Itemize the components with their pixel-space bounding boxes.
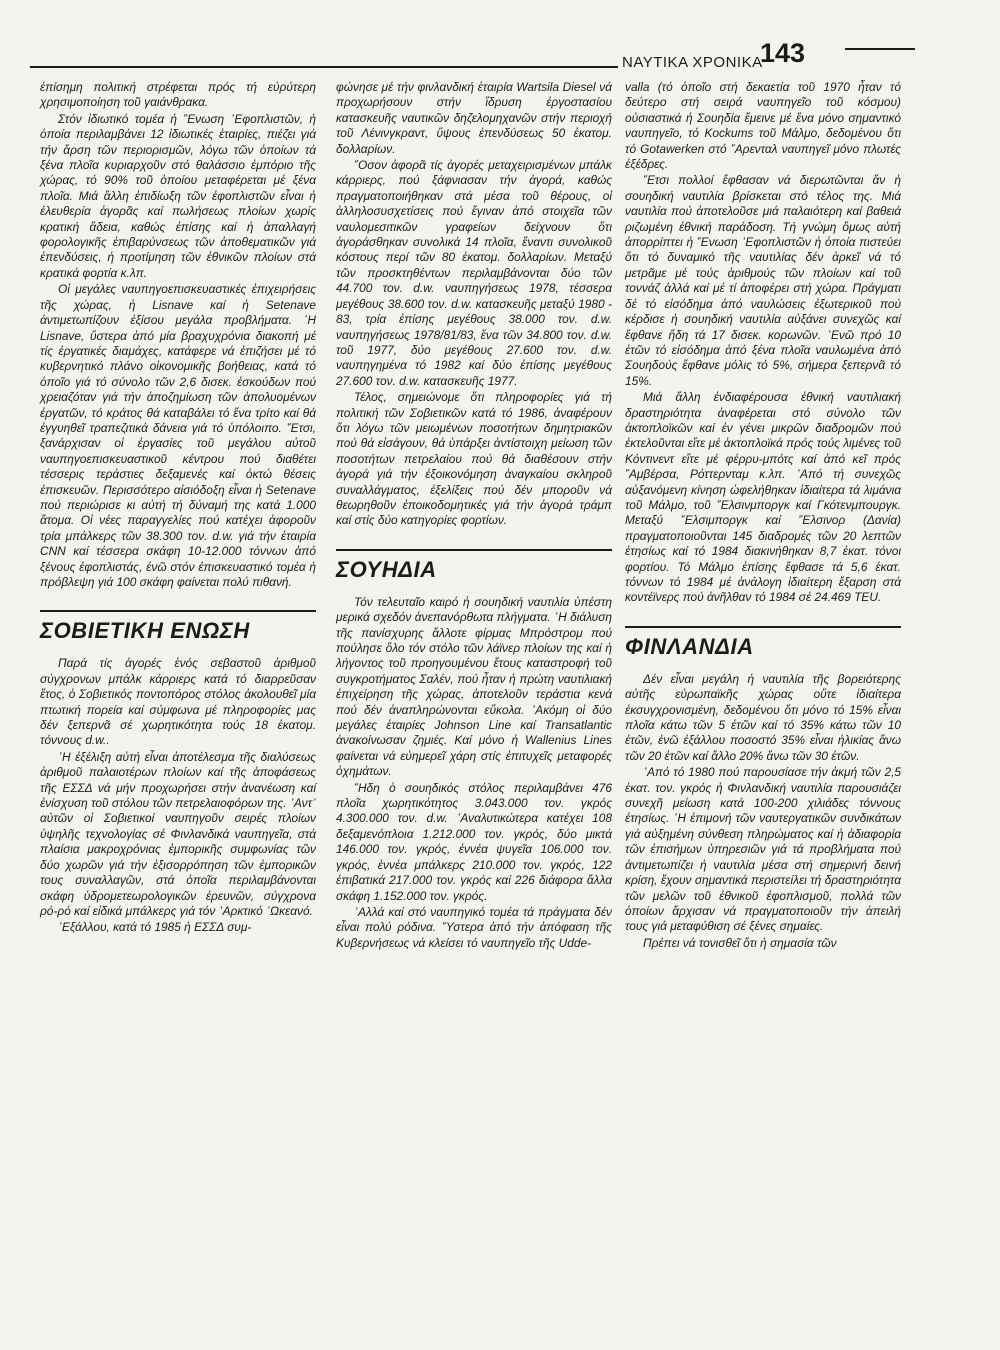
section-rule [40, 610, 316, 612]
paragraph: Πρέπει νά τονισθεῖ ὅτι ἡ σημασία τῶν [643, 935, 837, 950]
header-rule-right [845, 48, 915, 50]
section-heading: ΣΟΥΗΔΙΑ [336, 556, 437, 582]
paragraph: φώνησε μέ τήν φινλανδική ἑταιρία Wartsila Diesel νά προχωρήσουν στήν ἵδρυση ἐργοστασίου κατασκευῆς ναυτικῶν δηζελομηχανῶν στήν περιοχή τοῦ Λένινγκραντ, ὕψους ἐπενδύσεως 50 ἑκατομ. δολλαρίων. [336, 80, 612, 156]
paragraph: Δέν εἶναι μεγάλη ἡ ναυτιλία τῆς βορειότερης αὐτῆς εὐρωπαϊκῆς χώρας οὔτε ἰδιαίτερα ἐκσυγχρονισμένη, δεδομένου ὅτι μόνο τό 15% εἶναι πλοῖα κάτω τῶν 5 ἐτῶν καί τό 35% κάτω τῶν 10 ἐτῶν, ἐνῶ ἐξάλλου ποσοστό 35% εἶναι ἡλικίας ἄνω τῶν 20 ἐτῶν καί ἄλλο 20% ἄνω τῶν 30 ἐτῶν. [625, 671, 901, 763]
paragraph: Μιά ἄλλη ἐνδιαφέρουσα ἐθνική ναυτιλιακή δραστηριότητα ἀναφέρεται στό σύνολο τῶν ἀκτοπλοϊκῶν καί ἐν γένει μικρῶν διαδρομῶν πού ἐκτελοῦνται εἴτε μέ ἀκτοπλοϊκά πρός τούς λιμένες τοῦ Κόντινεντ εἴτε μέ φέρρυ-μπότς καί ἀπό κεῖ πρός ῎Αμβέρσα, Ρόττερνταμ κ.λπ. ᾿Από τή συνεχῶς αὐξανόμενη κίνηση ὠφελήθηκαν ἰδιαίτερα τά λιμάνια τοῦ Μάλμο, τοῦ ῞Ελσινμποργκ καί Γκότενμπουργκ. Μεταξύ ῞Ελσιμποργκ καί ῞Ελσινορ (Δανία) πραγματοποιοῦνται 145 διαδρομές τῶν 20 λεπτῶν ἐτησίως καί τό 1984 διακινήθηκαν 8,7 ἑκατ. τόνοι φορτίου. Τό Μάλμο ἐπίσης ἔφθασε τά 5,6 ἑκατ. τόννων τό 1984 μέ ἀνάλογη ἰδιαίτερη ἔξαρση στά κοντέϊνερς πού ἀνῆλθαν τό 1984 σέ 24.469 TEU. [625, 390, 901, 605]
paragraph: valla (τό ὁποῖο στή δεκαετία τοῦ 1970 ἦταν τό δεύτερο στή σειρά ναυπηγεῖο τοῦ κόσμου) οὐσιαστικά ἡ Σουηδία ἔμεινε μέ ἕνα μόνο σημαντικό ναυπηγεῖο, τό Kockums τοῦ Μάλμο, δεδομένου ὅτι τό Gotawerken στό ῎Αρενταλ ναυπηγεῖ μόνο πλωτές ἐξέδρες. [625, 80, 901, 172]
paragraph: ῞Οσον ἀφορᾶ τίς ἀγορές μεταχειρισμένων μπάλκ κάρριερς, πού ξάφνιασαν τήν ἀγορά, καθώς πραγματοποιήθηκαν στά μέσα τοῦ θέρους, οἱ ἀλληλοσυσχετίσεις πού ἔγιναν ἀπό στοιχεῖα τῶν ναυλομεσιτικῶν γραφείων δείχνουν ὅτι ἀγοράσθηκαν συνολικά 14 πλοῖα, ἔναντι συνολικοῦ κόστους περί τῶν 80 ἑκατομ. δολλαρίων. Μεταξύ τῶν προσκτηθέντων περιλαμβάνονται δύο τῶν 44.700 τον. d.w. ναυπηγήσεως 1978, τέσσερα μεγέθους 38.600 τον. d.w. κατασκευῆς μεταξύ 1980 - 83, τρία ἐπίσης μεγέθους 38.000 τον. d.w. ναυπηγήσεως 1978/81/83, ἕνα τῶν 34.800 τον. d.w. τοῦ 1977, δύο μεγέθους 27.600 τον. d.w. ναυπηγημένα τό 1982 καί δύο ἐπίσης μεγέθους 27.600 τον. d.w. κατασκευῆς 1977. [336, 158, 612, 388]
paragraph: Τόν τελευταῖο καιρό ἡ σουηδική ναυτιλία ὑπέστη μερικά σχεδόν ἀνεπανόρθωτα πλήγματα. ῾Η διάλυση τῆς πανίσχυρης ἄλλοτε φίρμας Μπρόστρομ πού πούλησε ὅλο τόν στόλο τῶν λάϊνερ πλοίων της καί ἡ λήγοντος τοῦ προηγουμένου ἔτους καταστροφή τοῦ συγκροτήματος Σαλέν, πού ἦταν ἡ πρώτη ναυτιλιακή ἐπιχείρηση τῆς χώρας, ἀποτελοῦν τεράστια κενά πού δέν ἀναπληρώνονται εὔκολα. ᾿Ακόμη οἱ δύο μεγάλες ἑταιρίες Johnson Line καί Transatlantic ἀνακοίνωσαν ζημιές. Καί μόνο ἡ Wallenius Lines φαίνεται νά εὐημερεῖ χάρη στίς ἐπιτυχεῖς μεταφορές ὀχημάτων. [336, 594, 612, 779]
column-3 [625, 80, 901, 952]
magazine-title: ΝΑΥΤΙΚΑ ΧΡΟΝΙΚΑ [622, 54, 763, 71]
section-rule [336, 549, 612, 551]
header-rule-left [30, 66, 618, 68]
paragraph: ᾿Αλλά καί στό ναυπηγικό τομέα τά πράγματα δέν εἶναι πολύ ρόδινα. ῞Υστερα ἀπό τήν ἀπόφαση τῆς Κυβερνήσεως νά κλείσει τό ναυπηγεῖο τῆς Udde- [336, 904, 612, 950]
paragraph: ῎Ηδη ὁ σουηδικός στόλος περιλαμβάνει 476 πλοῖα χωρητικότητος 3.043.000 τον. γκρός 4.300.000 τον. d.w. ᾿Αναλυτικώτερα κατέχει 108 δεξαμενόπλοια 1.212.000 τον. γκρός, δύο μικτά 146.000 τον. γκρός, ἐννέα ψυγεῖα 106.000 τον. γκρός, ἐννέα μπάλκερς 210.000 τον. γκρός, 122 ἐπιβατικά 217.000 τον. γκρός καί 226 διάφορα ἄλλα σκάφη 1.152.000 τον. γκρός. [336, 780, 612, 903]
paragraph: ᾿Εξάλλου, κατά τό 1985 ἡ ΕΣΣΔ συμ- [58, 920, 252, 935]
section-heading: ΦΙΝΛΑΝΔΙΑ [625, 633, 754, 659]
paragraph: Τέλος, σημειώνομε ὅτι πληροφορίες γιά τή πολιτική τῶν Σοβιετικῶν κατά τό 1986, ἀναφέρουν ὅτι λόγω τῶν μειωμένων ποσοτήτων δημητριακῶν πού θά εἰσάγουν, θά ὑπάρξει ἀντίστοιχη μείωση τῶν ποσοτήτων πετρελαίου πού θά διαθέσουν στήν ἀγορά γιά τήν ἐξοικονόμηση ἀναγκαίου σκληροῦ συναλλάγματος, ἐξελίξεις πού δέν μποροῦν νά θεωρηθοῦν ἐποικοδομητικές γιά τήν ἀγορά τράμπ καί στίς δύο κατηγορίες φορτίων. [336, 390, 612, 528]
paragraph: Στόν ἰδιωτικό τομέα ἡ ῞Ενωση ᾿Εφοπλιστῶν, ἡ ὁποία περιλαμβάνει 12 ἰδιωτικές ἑταιρίες, πιέζει γιά τήν ἄρση τῶν περιορισμῶν, λόγω τῶν ὁποίων τά ξένα πλοῖα κυριαρχοῦν στό θαλάσσιο ἐμπόριο τῆς χώρας, τό 90% τοῦ ὁποίου μεταφέρεται μέ ξένα πλοῖα. Μιά ἄλλη ἐπιδίωξη τῶν ἐφοπλιστῶν εἶναι ἡ ἐλευθερία ἀγορᾶς καί πωλήσεως πλοίων χωρίς κρατική ἄδεια, καθώς ἐπίσης καί ἡ ἀπαλλαγή φορολογικῆς ἐπιβαρύνσεως τῶν ἀποθεματικῶν γιά ἐπενδύσεις, ἡ προτίμηση τῶν ἐθνικῶν πλοίων στά κρατικά φορτία κ.λπ. [40, 111, 316, 280]
column-1 [40, 80, 316, 937]
section-header-sweden [336, 549, 612, 583]
column-2 [336, 80, 612, 952]
paragraph: Παρά τίς ἀγορές ἑνός σεβαστοῦ ἀριθμοῦ σύγχρονων μπάλκ κάρριερς κατά τό διαρρεῦσαν ἔτος, ὁ Σοβιετικός ποντοπόρος στόλος ἀκολουθεῖ μία πτωτική πορεία καί σύμφωνα μέ πληροφορίες μας δέν ξεπερνᾶ σέ χωρητικότητα τούς 18 ἑκατομ. τόννους d.w.. [40, 656, 316, 748]
paragraph: ῎Ετσι πολλοί ἔφθασαν νά διερωτῶνται ἄν ἡ σουηδική ναυτιλία βρίσκεται στό τέλος της. Μιά ναυτιλία πού ἀποτελοῦσε μιά παλαιότερη καί βαθειά ριζωμένη ἐθνική παράδοση. Τή γνώμη ὅμως αὐτή ἀπορρίπτει ἡ ῞Ενωση ᾿Εφοπλιστῶν ἡ ὁποία πιστεύει ὅτι τό δυναμικό τῆς ναυτιλίας δέν ἀρκεῖ νά τό μετρᾶμε μέ τούς ἀριθμούς τῶν πλοίων καί τοῦ τοννάζ ἀλλά καί μέ τί ἀποφέρει στή χώρα. Πράγματι δέ τό εἰσόδημα ἀπό ναυλώσεις ἐξωτερικοῦ πού κέρδισε ἡ σουηδική ναυτιλία αὐξάνει συνεχῶς καί ἔφθανε ἤδη τά 17 δισεκ. κορωνῶν. ᾿Ενῶ πρό 10 ἐτῶν τό εἰσόδημα ἀπό ξένα πλοῖα ναυλωμένα ἀπό Σουηδούς ἔφθανε μόλις τό 5%, σήμερα ξεπερνᾶ τό 15%. [625, 173, 901, 388]
paragraph: ἐπίσημη πολιτική στρέφεται πρός τή εὐρύτερη χρησιμοποίηση τοῦ γαιάνθρακα. [40, 80, 316, 110]
paragraph: ᾿Από τό 1980 πού παρουσίασε τήν ἀκμή τῶν 2,5 ἑκατ. τον. γκρός ἡ Φινλανδική ναυτιλία παρουσιάζει συνεχῆ μείωση κατά 100-200 χιλιάδες τόννους ἐτησίως. ῾Η ἐπιμονή τῶν ναυτεργατικῶν συνδικάτων γιά αὐξημένη σύνθεση πληρώματος καί ἡ ἀδιαφορία τῶν ἐπισήμων ὑπηρεσιῶν γιά τά προβλήματα πού ἀντιμετωπίζει ἡ ναυτιλία μέσα στή σημερινή δεινή κρίση, ἔχουν σημαντικά περιστείλει τή δραστηριότητα τῶν μελῶν τοῦ ἐθνικοῦ ἐφοπλισμοῦ, πολλά τῶν ὁποίων ἄρχισαν νά πραγματοποιοῦν τήν ἀπειλή τους γιά μεταφύθιση σέ ξένες σημαίες. [625, 765, 901, 934]
section-header-soviet [40, 610, 316, 644]
section-heading: ΣΟΒΙΕΤΙΚΗ ΕΝΩΣΗ [40, 618, 250, 644]
section-rule [625, 626, 901, 628]
section-header-finland [625, 626, 901, 660]
paragraph: Οἱ μεγάλες ναυπηγοεπισκευαστικές ἐπιχειρήσεις τῆς χώρας, ἡ Lisnave καί ἡ Setenave ἀντιμετωπίζουν ἐξίσου μεγάλα προβλήματα. ῾Η Lisnave, ὕστερα ἀπό μία βραχυχρόνια διακοπή μέ τίς ἐργατικές διαμάχες, κατάφερε νά ἐπιζήσει μέ τό κυβερνητικό πλάνο οἰκονομικῆς βοήθειας, κατά τό ὁποῖο γιά τό σύνολο τῶν 2,6 δισεκ. ἐσκούδων πού χρειαζόταν γιά τήν ἀποζημίωση τῶν ἀπολυομένων ἐργατῶν, τό κράτος θά καταβάλει τό ἕνα τρίτο καί θά ἐγγυηθεῖ τραπεζιτικά δάνεια γιά τό ὑπόλοιπο. ῎Ετσι, ξανάρχισαν οἱ ἐργασίες τοῦ μεγάλου αὐτοῦ ναυπηγοεπισκευαστικοῦ κέντρου πού διαθέτει τέσσερις τεράστιες δεξαμενές καί ὀκτώ θέσεις ἐπισκευῶν. Περισσότερο αἰσιόδοξη εἶναι ἡ Setenave πού περιώρισε κι αὐτή τή δύναμή της κατά 1.000 ἄτομα. Οἱ νέες παραγγελίες πού κατέχει ἀφοροῦν τρία μπάλκερς τῶν 38.300 τον. d.w. γιά τήν ἑταιρία CNN καί τέσσερα σκάφη 10-12.000 τόννων ἀπό ξένους ἐφοπλιστάς, ἐνῶ στόν ἐπισκευαστικό τομέα ἡ πρόβλεψη γιά 100 σκάφη φαίνεται πολύ πιθανή. [40, 282, 316, 589]
paragraph: ῾Η ἐξέλιξη αὐτή εἶναι ἀποτέλεσμα τῆς διαλύσεως ἀριθμοῦ παλαιοτέρων πλοίων καί τῆς ἀποφάσεως τῆς ΕΣΣΔ νά μήν προχωρήσει στήν ἀνανέωση καί ἐνίσχυση τοῦ στόλου τῶν πετρελαιοφόρων της. ᾿Αντ᾿ αὐτῶν οἱ Σοβιετικοί ναυπηγοῦν σειρές πλοίων ὑψηλῆς τεχνολογίας σέ Φινλανδικά ναυπηγεῖα, στά πλαίσια μακροχρόνιας ἐμπορικῆς συμφωνίας τῶν δύο χωρῶν γιά τήν ἐξισορρόπηση τῶν ἐμπορικῶν τους συναλλαγῶν, στά ὁποῖα περιλαμβάνονται σκάφη ὑδρομετεωρολογικῶν ἐρευνῶν, σύγχρονα ρό-ρό καί εἰδικά μπάλκερς γιά τόν ᾿Αρκτικό ᾿Ωκεανό. [40, 749, 316, 918]
page-number: 143 [760, 38, 806, 68]
